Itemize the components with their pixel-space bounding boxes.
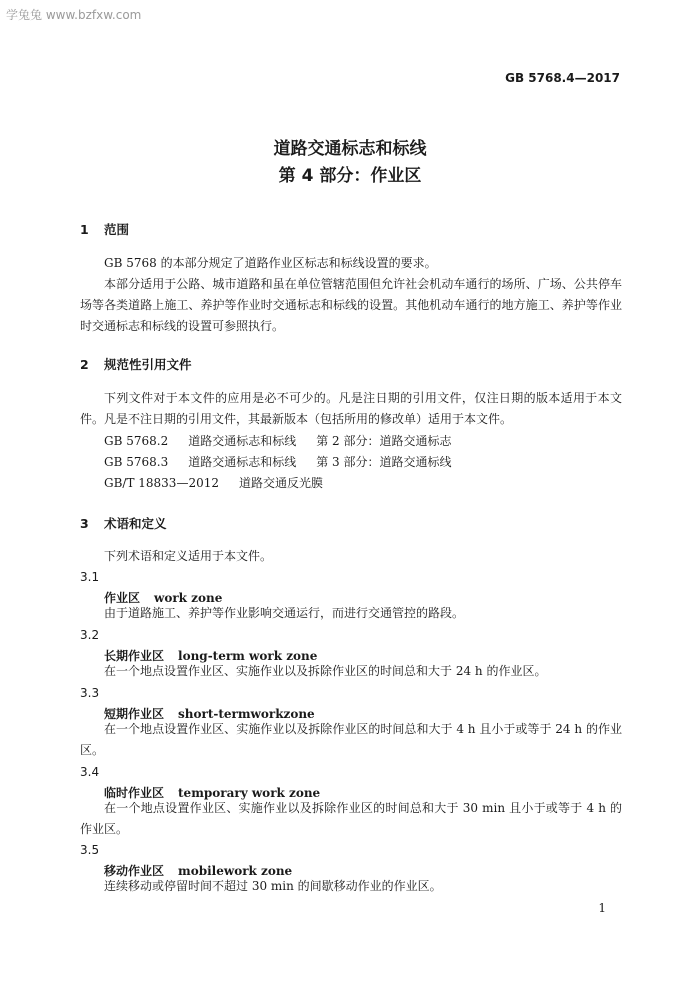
- reference-title: 道路交通标志和标线: [188, 434, 297, 448]
- standard-number: GB 5768.4—2017: [505, 71, 620, 85]
- paragraph: 下列文件对于本文件的应用是必不可少的。凡是注日期的引用文件，仅注日期的版本适用于本文件。凡是不注日期的引用文件，其最新版本（包括所用的修改单）适用于本文件。: [80, 391, 622, 426]
- term-en: work zone: [154, 591, 223, 605]
- term-zh: 短期作业区: [104, 707, 165, 721]
- paragraph: 本部分适用于公路、城市道路和虽在单位管辖范围但允许社会机动车通行的场所、广场、公共停车场等各类道路上施工、养护等作业时交通标志和标线的设置。其他机动车通行的地方施工、养护等作业时交通标志和标线的设置可参照执行。: [80, 277, 622, 333]
- term-en: long-term work zone: [178, 649, 318, 663]
- term-zh: 移动作业区: [104, 864, 165, 878]
- section-heading-terms: [80, 514, 167, 532]
- document-title: 道路交通标志和标线: [273, 139, 427, 159]
- section-number: 3: [80, 516, 89, 531]
- term-definition: 由于道路施工、养护等作业影响交通运行，而进行交通管控的路段。: [104, 606, 465, 620]
- term-definition: 在一个地点设置作业区、实施作业以及拆除作业区的时间总和大于 30 min 且小于或等于 4 h 的作业区。: [80, 801, 622, 836]
- term-definition: 在一个地点设置作业区、实施作业以及拆除作业区的时间总和大于 4 h 且小于或等于 24 h 的作业区。: [80, 722, 622, 757]
- term-number: 3.3: [80, 686, 100, 700]
- term-en: mobilework zone: [178, 864, 293, 878]
- section-title: 术语和定义: [104, 516, 167, 531]
- page-number: 1: [598, 901, 606, 915]
- reference-part: 第 3 部分：道路交通标线: [316, 455, 452, 469]
- term-zh: 长期作业区: [104, 649, 165, 663]
- reference-item: [104, 432, 452, 449]
- section-number: 1: [80, 222, 89, 237]
- term-zh: 作业区: [104, 591, 141, 605]
- reference-code: GB/T 18833—2012: [104, 476, 219, 490]
- paragraph: 下列术语和定义适用于本文件。: [104, 549, 273, 563]
- term-zh: 临时作业区: [104, 786, 165, 800]
- reference-item: [104, 453, 452, 470]
- term-definition: 连续移动或停留时间不超过 30 min 的间歇移动作业的作业区。: [104, 879, 442, 893]
- term-number: 3.4: [80, 765, 100, 779]
- section-title: 范围: [104, 222, 130, 237]
- reference-code: GB 5768.3: [104, 455, 169, 469]
- reference-code: GB 5768.2: [104, 434, 169, 448]
- document-subtitle: 第 4 部分：作业区: [278, 166, 422, 186]
- watermark: 学兔兔 www.bzfxw.com: [6, 8, 142, 22]
- term-number: 3.1: [80, 570, 100, 584]
- paragraph: GB 5768 的本部分规定了道路作业区标志和标线设置的要求。: [104, 256, 437, 270]
- reference-title: 道路交通标志和标线: [188, 455, 297, 469]
- reference-item: [104, 474, 323, 491]
- section-heading-scope: [80, 220, 129, 238]
- term-en: short-termworkzone: [178, 707, 315, 721]
- section-number: 2: [80, 357, 89, 372]
- section-heading-references: [80, 355, 192, 373]
- term-en: temporary work zone: [178, 786, 321, 800]
- term-definition: 在一个地点设置作业区、实施作业以及拆除作业区的时间总和大于 24 h 的作业区。: [104, 664, 547, 678]
- section-title: 规范性引用文件: [104, 357, 192, 372]
- term-number: 3.2: [80, 628, 100, 642]
- reference-title: 道路交通反光膜: [238, 476, 323, 490]
- term-number: 3.5: [80, 843, 100, 857]
- reference-part: 第 2 部分：道路交通标志: [316, 434, 452, 448]
